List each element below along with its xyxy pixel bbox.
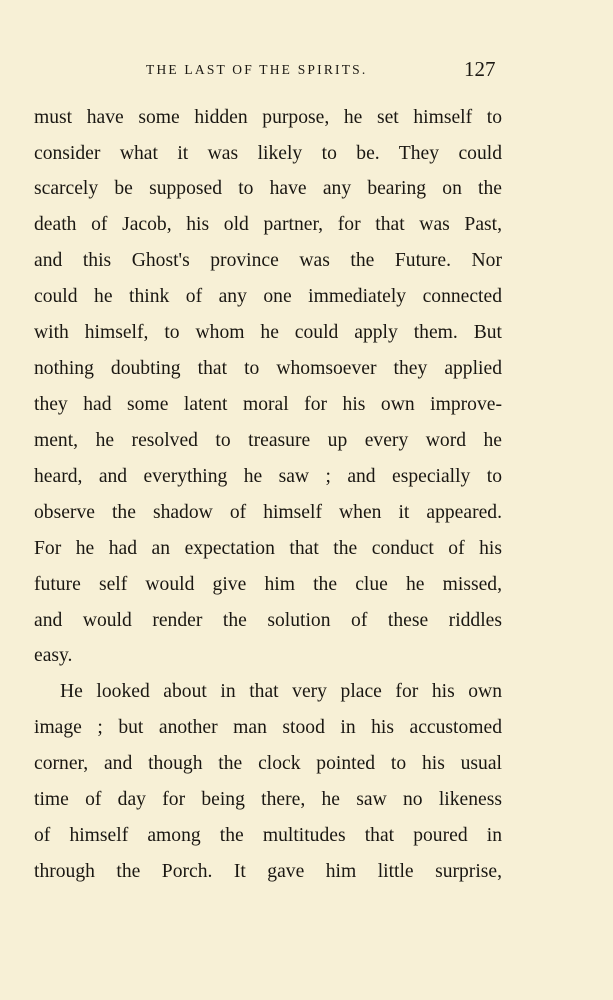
text-line: scarcely be supposed to have any bearing on the bbox=[34, 178, 502, 199]
text-line: easy. bbox=[34, 645, 73, 666]
text-line: consider what it was likely to be. They could bbox=[34, 143, 502, 164]
text-line: and would render the solution of these riddles bbox=[34, 610, 502, 631]
text-line: For he had an expectation that the conduct of his bbox=[34, 538, 502, 559]
text-line: future self would give him the clue he missed, bbox=[34, 574, 502, 595]
text-line: must have some hidden purpose, he set himself to bbox=[34, 107, 502, 128]
text-line: death of Jacob, his old partner, for that was Past, bbox=[34, 214, 502, 235]
text-line: ment, he resolved to treasure up every word he bbox=[34, 430, 502, 451]
text-line: through the Porch. It gave him little surprise, bbox=[34, 861, 502, 882]
text-line: time of day for being there, he saw no likeness bbox=[34, 789, 502, 810]
page-number: 127 bbox=[464, 57, 496, 81]
text-line: with himself, to whom he could apply them. But bbox=[34, 322, 502, 343]
text-line: of himself among the multitudes that poured in bbox=[34, 825, 502, 846]
text-line: He looked about in that very place for his own bbox=[60, 681, 502, 702]
text-line: and this Ghost's province was the Future. Nor bbox=[34, 250, 502, 271]
text-line: image ; but another man stood in his accustomed bbox=[34, 717, 502, 738]
text-line: could he think of any one immediately connected bbox=[34, 286, 502, 307]
text-line: nothing doubting that to whomsoever they applied bbox=[34, 358, 502, 379]
text-line: corner, and though the clock pointed to his usual bbox=[34, 753, 502, 774]
running-head: THE LAST OF THE SPIRITS. bbox=[146, 62, 368, 77]
text-line: heard, and everything he saw ; and especially to bbox=[34, 466, 502, 487]
text-line: they had some latent moral for his own improve- bbox=[34, 394, 502, 415]
text-line: observe the shadow of himself when it appeared. bbox=[34, 502, 502, 523]
